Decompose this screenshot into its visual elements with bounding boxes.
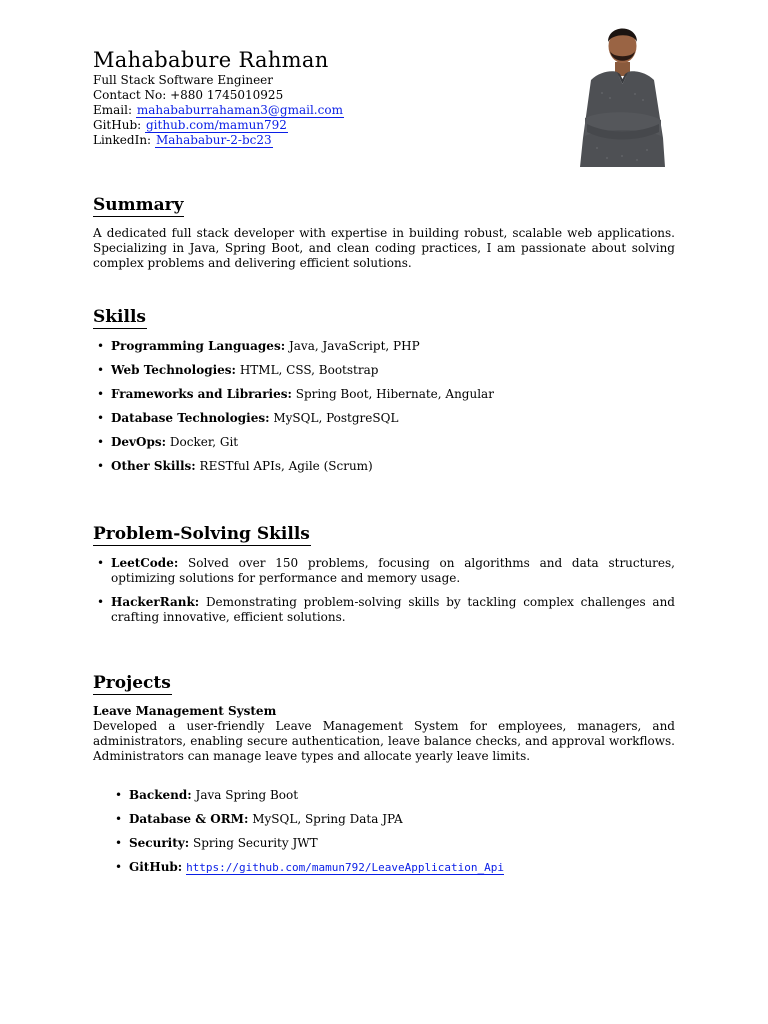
skill-value: MySQL, PostgreSQL <box>273 411 399 425</box>
job-title: Full Stack Software Engineer <box>93 73 274 87</box>
email-link[interactable]: mahababurrahaman3@gmail.com <box>136 103 343 117</box>
skill-item <box>93 363 675 378</box>
project-github-link[interactable]: https://github.com/mamun792/LeaveApplication_Api <box>186 861 504 874</box>
summary-section <box>93 195 675 271</box>
projects-section <box>93 673 675 875</box>
skill-value: HTML, CSS, Bootstrap <box>239 363 379 377</box>
skill-item <box>93 411 675 426</box>
project-tech-item <box>111 860 675 875</box>
email-line <box>93 103 553 118</box>
project-tech-item <box>111 788 675 803</box>
skills-section <box>93 307 675 474</box>
tech-value: MySQL, Spring Data JPA <box>252 812 403 826</box>
contact-line <box>93 88 553 103</box>
resume-header <box>93 47 553 148</box>
skill-item <box>93 435 675 450</box>
problem-solving-section <box>93 524 675 625</box>
skill-label: Other Skills: <box>111 459 196 473</box>
skills-heading: Skills <box>93 307 147 327</box>
ps-label: LeetCode: <box>111 556 179 570</box>
skill-label: DevOps: <box>111 435 167 449</box>
skill-item <box>93 459 675 474</box>
summary-heading: Summary <box>93 195 184 215</box>
tech-label: GitHub: <box>129 860 183 874</box>
ps-value: Demonstrating problem-solving skills by tackling complex challenges and crafting innovative, efficient solutions. <box>111 595 675 624</box>
problem-solving-item <box>93 556 675 586</box>
profile-photo <box>577 18 668 167</box>
skill-value: Docker, Git <box>169 435 239 449</box>
contact-label: Contact No: <box>93 88 167 102</box>
tech-label: Backend: <box>129 788 192 802</box>
problem-solving-heading: Problem-Solving Skills <box>93 524 310 544</box>
skills-list <box>93 339 675 474</box>
skill-value: Spring Boot, Hibernate, Angular <box>295 387 494 401</box>
skill-value: RESTful APIs, Agile (Scrum) <box>199 459 373 473</box>
linkedin-line <box>93 133 553 148</box>
skill-value: Java, JavaScript, PHP <box>288 339 420 353</box>
skill-item <box>93 387 675 402</box>
project-tech-item <box>111 812 675 827</box>
github-label: GitHub: <box>93 118 142 132</box>
project-name: Leave Management System <box>93 704 277 718</box>
problem-solving-list <box>93 556 675 625</box>
github-link[interactable]: github.com/mamun792 <box>146 118 287 132</box>
skill-item <box>93 339 675 354</box>
problem-solving-item <box>93 595 675 625</box>
project-description: Developed a user-friendly Leave Management System for employees, managers, and administrators, enabling secure authentication, leave balance checks, and approval workflows. Administrators can manage leave types and allocate yearly leave limits. <box>93 719 675 763</box>
email-label: Email: <box>93 103 133 117</box>
project-tech-list <box>93 788 675 875</box>
project-tech-item <box>111 836 675 851</box>
skill-label: Frameworks and Libraries: <box>111 387 292 401</box>
tech-value: Java Spring Boot <box>195 788 299 802</box>
skill-label: Database Technologies: <box>111 411 270 425</box>
contact-value: +880 1745010925 <box>170 88 284 102</box>
ps-label: HackerRank: <box>111 595 200 609</box>
candidate-name: Mahababure Rahman <box>93 48 329 72</box>
projects-heading: Projects <box>93 673 171 693</box>
summary-text: A dedicated full stack developer with expertise in building robust, scalable web applications. Specializing in Java, Spring Boot, and clean coding practices, I am passionate about solving complex problems and delivering efficient solutions. <box>93 226 675 270</box>
ps-value: Solved over 150 problems, focusing on algorithms and data structures, optimizing solutions for performance and memory usage. <box>111 556 675 585</box>
linkedin-label: LinkedIn: <box>93 133 152 147</box>
tech-label: Database & ORM: <box>129 812 249 826</box>
skill-label: Web Technologies: <box>111 363 236 377</box>
linkedin-link[interactable]: Mahababur-2-bc23 <box>155 133 272 147</box>
tech-value: Spring Security JWT <box>193 836 318 850</box>
github-line <box>93 118 553 133</box>
tech-label: Security: <box>129 836 190 850</box>
skill-label: Programming Languages: <box>111 339 286 353</box>
